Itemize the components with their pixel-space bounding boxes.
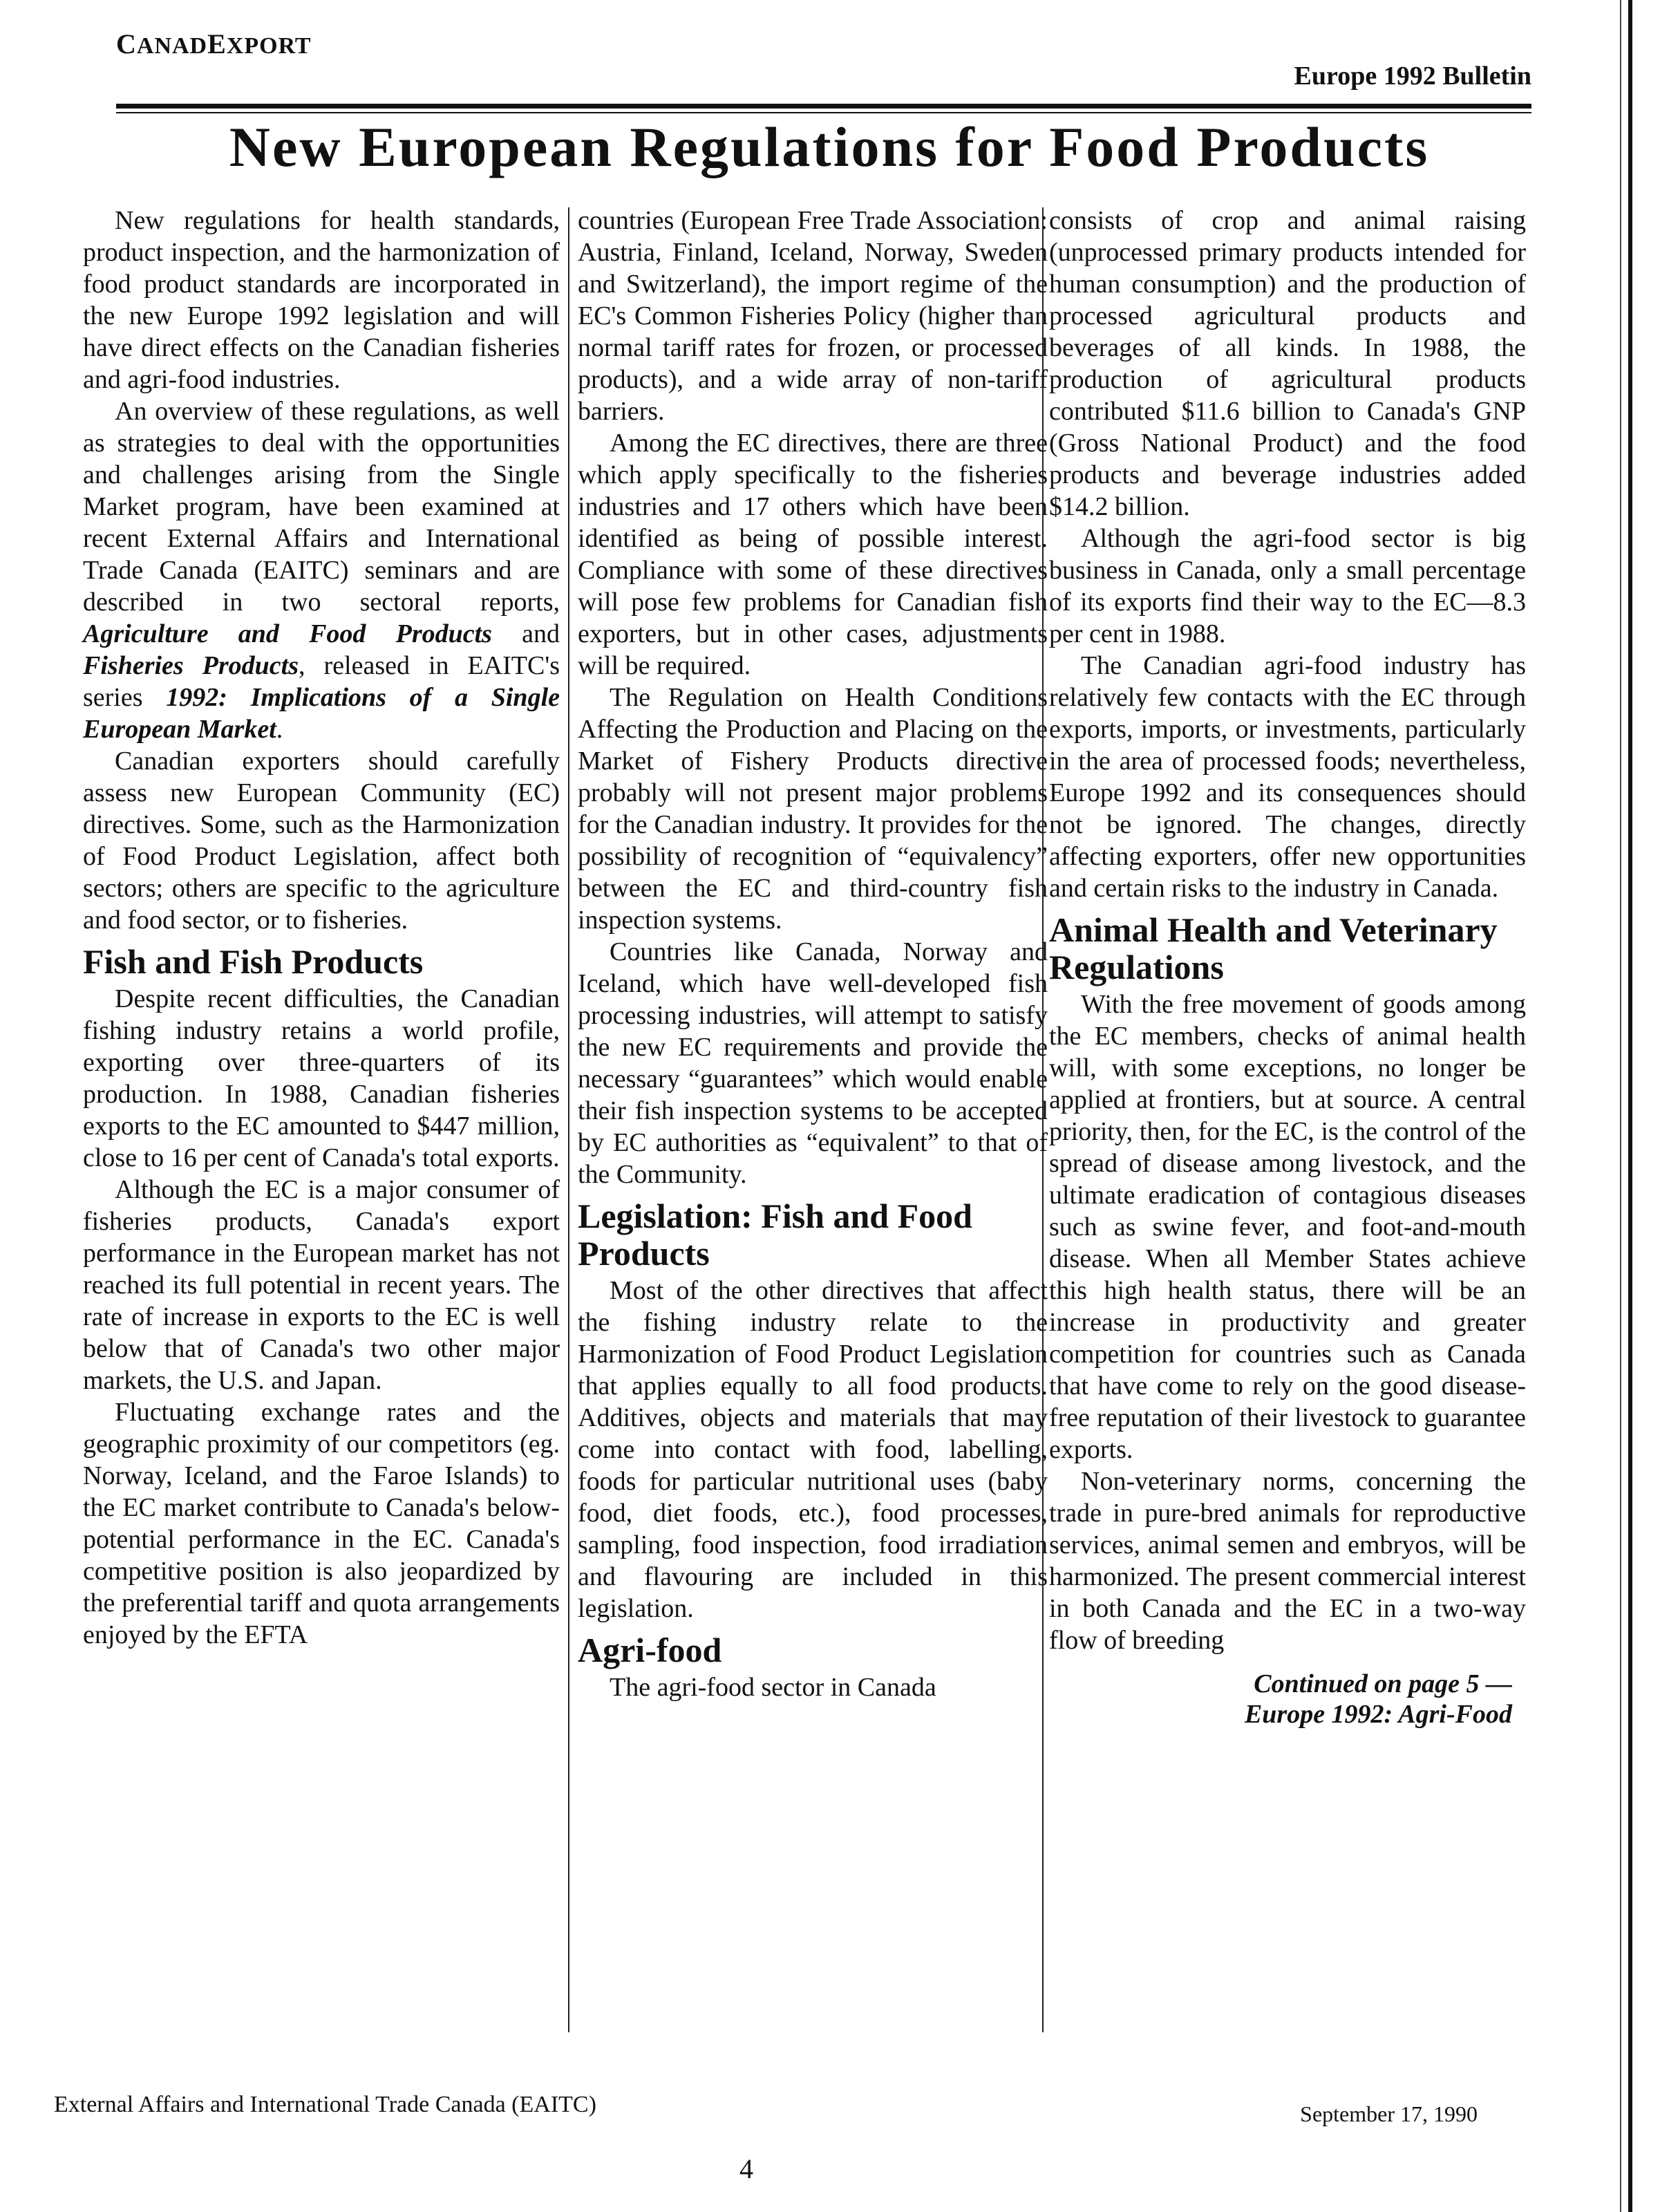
page-number: 4 xyxy=(739,2153,753,2184)
masthead: CANADEXPORT xyxy=(116,28,312,59)
article-headline: New European Regulations for Food Products xyxy=(229,115,1430,178)
paragraph: The agri-food sector in Canada xyxy=(610,1673,936,1702)
header-rule xyxy=(116,104,1531,109)
paragraph: Countries like Canada, Norway and Iceland, which have well-developed fish processing industries, will attempt to satisfy the new EC requirements and provide the necessary “guarantees” which would enable their fish inspection systems to be accepted by EC authorities as “equivalent” to that of the Community. xyxy=(578,937,1048,1189)
report-title: Fisheries Products xyxy=(83,651,299,680)
paragraph: Among the EC directives, there are three which apply specifically to the fisheries industries and 17 others which have been identified as being of possible interest. Compliance with some of these directives will pose few problems for Canadian fish exporters, but in other cases, adjustments will be required. xyxy=(578,429,1048,680)
article-column-3 xyxy=(1049,205,1526,1730)
paragraph: Although the EC is a major consumer of fisheries products, Canada's export performance in the European market has not reached its full potential in recent years. The rate of increase in exports to the EC is well below that of Canada's two other major markets, the U.S. and Japan. xyxy=(83,1175,560,1395)
bulletin-label: Europe 1992 Bulletin xyxy=(1294,62,1531,91)
footer-publisher: External Affairs and International Trade Canada (EAITC) xyxy=(54,2092,596,2117)
section-heading: Animal Health and Veterinary Regulations xyxy=(1049,910,1498,986)
paragraph: New regulations for health standards, product inspection, and the harmonization of food product standards are incorporated in the new Europe 1992 legislation and will have direct effects on the Canadian fisheries and agri-food industries. xyxy=(83,206,560,394)
series-title: 1992: Implications of a Single European Market xyxy=(83,683,560,744)
paragraph: consists of crop and animal raising (unprocessed primary products intended for human consumption) and the production of processed agricultural products and beverages of all kinds. In 1988, the production of agricultural products contributed $11.6 billion to Canada's GNP (Gross National Product) and the food products and beverage industries added $14.2 billion. xyxy=(1049,206,1526,521)
paragraph: Non-veterinary norms, concerning the trade in pure-bred animals for reproductive services, animal semen and embryos, will be harmonized. The present commercial interest in both Canada and the EC in a two-way flow of breeding xyxy=(1049,1467,1526,1655)
section-heading: Legislation: Fish and Food Products xyxy=(578,1197,972,1273)
paragraph: Canadian exporters should carefully assess new European Community (EC) directives. Some, such as the Harmonization of Food Product Legislation, affect both sectors; others are specific to the agriculture and food sector, or to fisheries. xyxy=(83,747,560,935)
article-column-2 xyxy=(578,205,1048,1703)
paragraph: Fluctuating exchange rates and the geographic proximity of our competitors (eg. Norway, Iceland, and the Faroe Islands) to the EC market contribute to Canada's below-potential performance in the EC. Canada's competitive position is also jeopardized by the preferential tariff and quota arrangements enjoyed by the EFTA xyxy=(83,1398,560,1649)
paragraph: The Regulation on Health Conditions Affecting the Production and Placing on the Market of Fishery Products directive probably will not present major problems for the Canadian industry. It provides for the possibility of recognition of “equivalency” between the EC and third-country fish inspection systems. xyxy=(578,683,1048,935)
section-heading: Agri-food xyxy=(578,1631,722,1669)
paragraph: Although the agri-food sector is big business in Canada, only a small percentage of its exports find their way to the EC—8.3 per cent in 1988. xyxy=(1049,524,1526,648)
section-heading: Fish and Fish Products xyxy=(83,942,424,981)
paragraph: Most of the other directives that affect the fishing industry relate to the Harmonization of Food Product Legislation that applies equally to all food products. Additives, objects and materials that may come into contact with food, labelling, foods for particular nutritional uses (baby food, diet foods, etc.), food processes, sampling, food inspection, food irradiation and flavouring are included in this legislation. xyxy=(578,1276,1048,1623)
column-divider xyxy=(568,207,569,2032)
page-edge-line xyxy=(1628,0,1632,2212)
paragraph: An overview of these regulations, as well as strategies to deal with the opportunities and challenges arising from the Single Market program, have been examined at recent External Affairs and International Trade Canada (EAITC) seminars and are described in two sectoral reports, Agriculture and Food Products and Fisheries Products, released in EAITC's series 1992: Implications of a Single European Market. xyxy=(83,397,560,744)
paragraph: The Canadian agri-food industry has relatively few contacts with the EC through exports, imports, or investments, particularly in the area of processed foods; nevertheless, Europe 1992 and its consequences should not be ignored. The changes, directly affecting exporters, offer new opportunities and certain risks to the industry in Canada. xyxy=(1049,651,1526,903)
header-rule-thin xyxy=(116,112,1531,113)
page-edge-shadow xyxy=(1620,0,1621,2212)
continued-notice: Continued on page 5 — Europe 1992: Agri-Food xyxy=(1244,1669,1512,1729)
report-title: Agriculture and Food Products xyxy=(83,619,492,648)
footer-date: September 17, 1990 xyxy=(1300,2101,1478,2126)
paragraph: countries (European Free Trade Association: Austria, Finland, Iceland, Norway, Sweden and Switzerland), the import regime of the EC's Common Fisheries Policy (higher than normal tariff rates for frozen, or processed products), and a wide array of non-tariff barriers. xyxy=(578,206,1048,426)
paragraph: With the free movement of goods among the EC members, checks of animal health will, with some exceptions, no longer be applied at frontiers, but at source. A central priority, then, for the EC, is the control of the spread of disease among livestock, and the ultimate eradication of contagious diseases such as swine fever, and foot-and-mouth disease. When all Member States achieve this high health status, there will be an increase in productivity and greater competition for countries such as Canada that have come to rely on the good disease-free reputation of their livestock to guarantee exports. xyxy=(1049,990,1526,1464)
article-column-1 xyxy=(83,205,560,1651)
paragraph: Despite recent difficulties, the Canadian fishing industry retains a world profile, exporting over three-quarters of its production. In 1988, Canadian fisheries exports to the EC amounted to $447 million, close to 16 per cent of Canada's total exports. xyxy=(83,984,560,1172)
